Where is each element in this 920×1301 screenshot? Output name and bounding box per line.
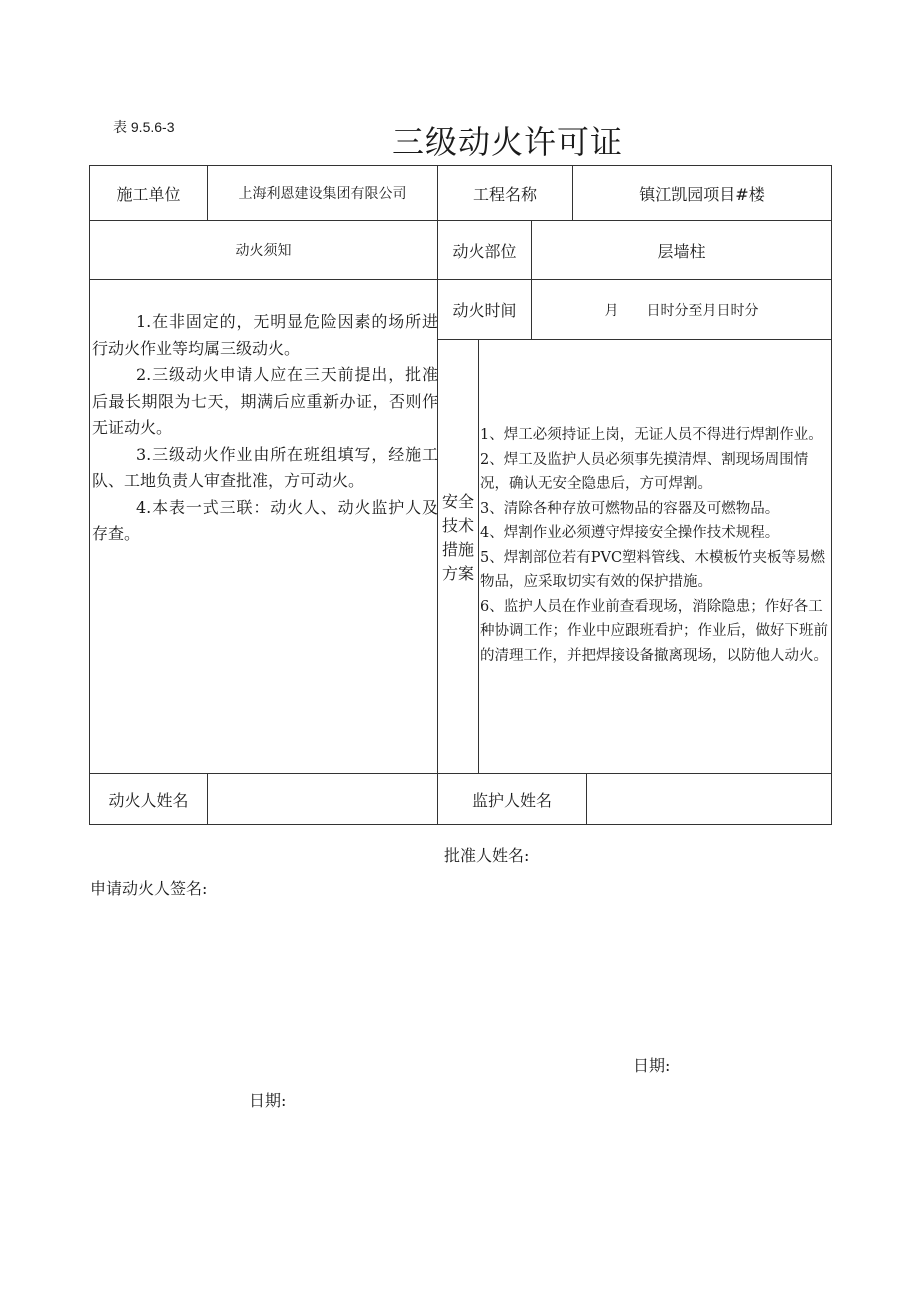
table-border-bottom xyxy=(89,824,832,825)
approver-date-label: 日期: xyxy=(633,1056,671,1075)
fire-time-label: 动火时间 xyxy=(452,301,517,320)
operator-name-label: 动火人姓名 xyxy=(108,790,189,810)
table-col-divider xyxy=(478,339,479,773)
notice-item: 3.三级动火作业由所在班组填写，经施工队、工地负责人审查批准，方可动火。 xyxy=(92,444,438,490)
safety-measures-label: 安全技术措施方案 xyxy=(441,492,474,583)
applicant-signature-label: 申请动火人签名: xyxy=(90,879,208,898)
construction-unit-label: 施工单位 xyxy=(116,184,181,204)
project-name-value: 镇江凯园项目#楼 xyxy=(639,184,765,204)
safety-measures-list xyxy=(480,423,834,668)
fire-location-value: 层墙柱 xyxy=(657,241,706,261)
project-name-label: 工程名称 xyxy=(472,184,537,204)
operator-name-field[interactable] xyxy=(208,774,437,824)
notice-label: 动火须知 xyxy=(235,243,292,259)
notice-item: 1.在非固定的，无明显危险因素的场所进行动火作业等均属三级动火。 xyxy=(92,312,438,358)
safety-measure-item: 2、焊工及监护人员必须事先摸清焊、割现场周围情况，确认无安全隐患后，方可焊割。 xyxy=(480,451,809,492)
safety-measure-item: 1、焊工必须持证上岗，无证人员不得进行焊割作业。 xyxy=(480,427,823,443)
notice-list xyxy=(92,309,438,548)
safety-measure-item: 3、清除各种存放可燃物品的容器及可燃物品。 xyxy=(480,500,780,517)
safety-measure-item: 6、监护人员在作业前查看现场，消除隐患；作好各工种协调工作；作业中应跟班看护；作业后，做好下班前的清理工作，并把焊接设备撤离现场，以防他人动火。 xyxy=(480,598,828,664)
form-number: 表 9.5.6-3 xyxy=(113,119,175,135)
guardian-name-field[interactable] xyxy=(587,774,831,824)
construction-unit-value: 上海利恩建设集团有限公司 xyxy=(238,186,407,202)
notice-item: 4.本表一式三联：动火人、动火监护人及存查。 xyxy=(92,497,438,543)
applicant-date-label: 日期: xyxy=(249,1091,287,1110)
fire-time-value: 月 日时分至月日时分 xyxy=(604,302,759,319)
approver-name-label: 批准人姓名: xyxy=(444,846,530,865)
notice-item: 2.三级动火申请人应在三天前提出，批准后最长期限为七天，期满后应重新办证，否则作无证动火。 xyxy=(92,365,438,437)
safety-measure-item: 5、焊割部位若有PVC塑料管线、木模板竹夹板等易燃物品，应采取切实有效的保护措施。 xyxy=(480,549,826,590)
table-row-divider xyxy=(437,339,832,340)
guardian-name-label: 监护人姓名 xyxy=(471,790,552,810)
safety-measure-item: 4、焊割作业必须遵守焊接安全操作技术规程。 xyxy=(480,525,780,541)
page-title: 三级动火许可证 xyxy=(392,123,624,161)
fire-location-label: 动火部位 xyxy=(452,241,517,261)
